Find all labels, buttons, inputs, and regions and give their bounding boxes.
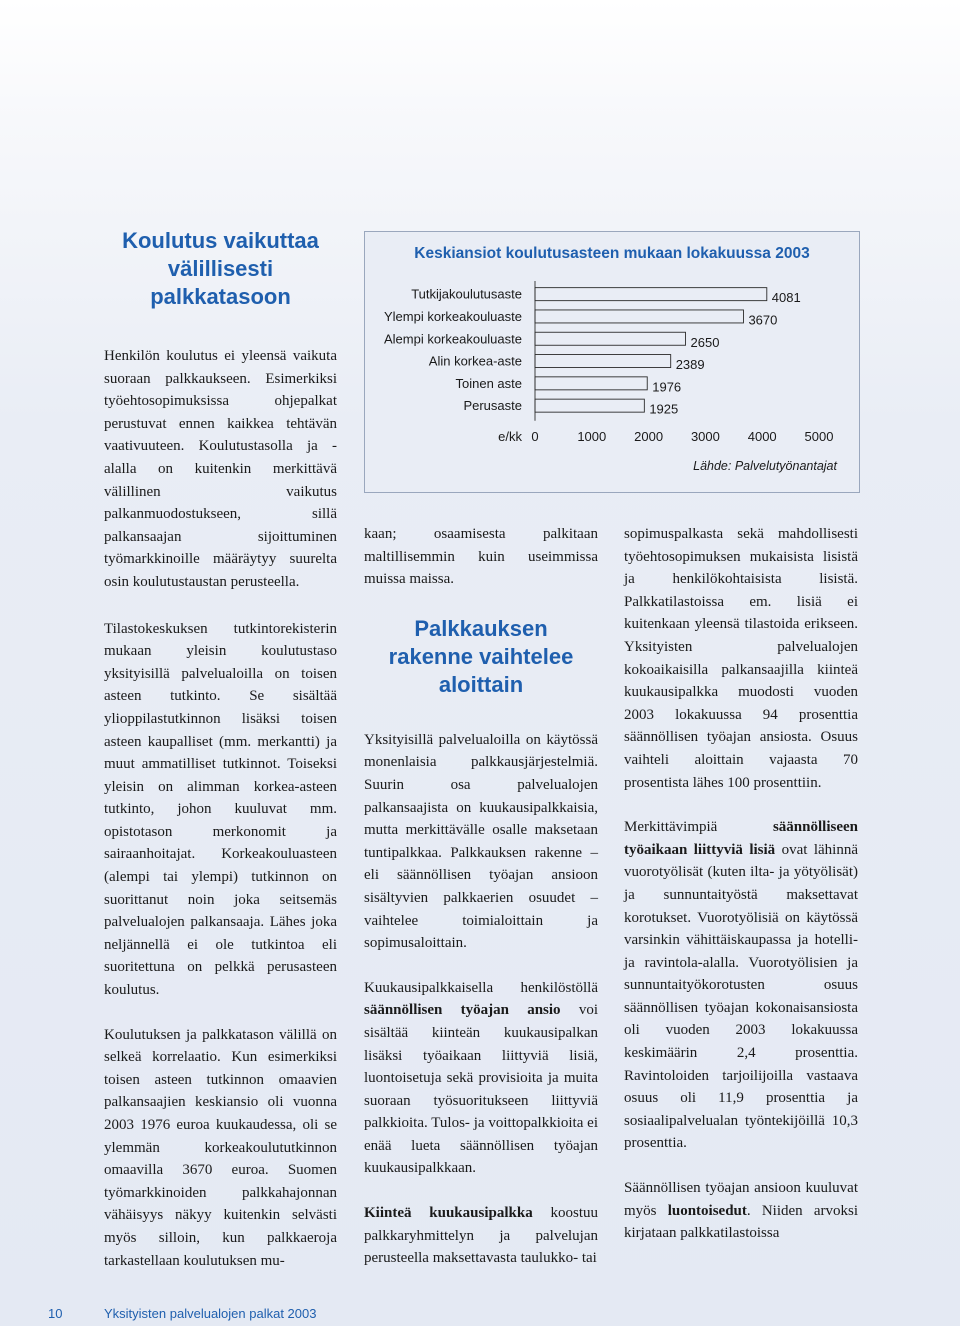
text-run: Merkittävimpiä <box>624 819 773 836</box>
body-paragraph <box>624 1177 858 1245</box>
text-run: Kuukausipalkkaisella henkilöstöllä <box>364 979 598 996</box>
x-tick-label: 3000 <box>690 429 720 444</box>
bold-term: luontoisedut <box>667 1202 747 1219</box>
x-tick-label: 2000 <box>634 429 664 444</box>
x-tick-label: 4000 <box>747 429 777 444</box>
data-label: 4081 <box>771 290 801 306</box>
category-label: Perusaste <box>463 398 522 414</box>
category-label: Ylempi korkeakouluaste <box>383 308 522 324</box>
text-run: voi sisältää kiinteän kuukausipalkan lisäksi työaikaan liittyviä lisiä, luontoisetuja sekä provisioita ja muita suoraan työsuoritukseen liittyviä palkkioita. Tulos- ja voittopalkkioita ei enää lueta säännöllisen työajan kuukausipalkkaan. <box>364 1002 598 1177</box>
data-label: 2650 <box>690 334 720 350</box>
bar <box>535 310 743 323</box>
right-column <box>624 523 858 1245</box>
body-paragraph: Tilastokeskuksen tutkintorekisterin mukaan yleisin koulutustaso yksityisillä palvelualoilla on toisen asteen tutkinto. Se sisältää ylioppilastutkinnon lisäksi toisen asteen kaupalliset (mm. merkantti) ja muut ammatilliset tutkinnot. Toiseksi yleisin on alimman korkea-asteen tutkinto, johon kuuluvat mm. opistotason merkonomit ja sairaanhoitajat. Korkeakouluasteen (alempi tai ylempi) tutkinnon on suorittanut noin joka seitsemäs palvelualojen palkansaaja. Lähes joka neljännellä ei ole tutkintoa eli suoritettuna on pelkkä perusasteen koulutus. <box>104 620 337 999</box>
chart-title: Keskiansiot koulutusasteen mukaan lokakuussa 2003 <box>414 245 810 262</box>
chart-source: Lähde: Palvelutyönantajat <box>693 459 837 473</box>
category-label: Tutkijakoulutusaste <box>411 286 522 302</box>
publication-title: Yksityisten palvelualojen palkat 2003 <box>104 1306 317 1321</box>
chart-panel <box>364 231 860 493</box>
text-run: Säännöllisen työajan ansioon kuuluvat myös <box>624 1180 858 1219</box>
body-paragraph <box>624 816 858 1155</box>
body-paragraph <box>364 1202 598 1270</box>
body-paragraph: sopimuspalkasta sekä mahdollisesti työehtosopimuksen mukaisista lisistä ja henkilökohtaisista lisistä. Palkkatilastoissa em. lisiä ei kuitenkaan yleensä tilastoida erikseen. Yksityisten palvelualojen kokoaikaisilla palkansaajilla kiinteä kuukausipalkka muodosti vuoden 2003 lokakuussa 94 prosenttia säännöllisen työajan ansiosta. Osuus vaihteli aloittain vajaasta 70 prosentista lähes 100 prosenttiin. <box>624 526 858 791</box>
body-paragraph: Henkilön koulutus ei yleensä vaikuta suoraan palkkaukseen. Esimerkiksi työehtosopimuksissa ohjepalkat perustuvat ennen kaikkea tehtävän vaativuuteen. Koulutustasolla ja -alalla on kuitenkin merkittävä välillinen vaikutus palkanmuodostukseen, sillä palkansaajan sijoittuminen työmarkkinoille määräytyy suurelta osin koulutustaustan perusteella. <box>104 348 337 590</box>
text-run: koostuu palkkaryhmittelyn ja palvelujan perusteella maksettavasta taulukko- tai <box>364 1205 598 1267</box>
middle-column <box>364 523 598 1270</box>
bar-chart <box>365 232 859 492</box>
x-axis-label: e/kk <box>498 429 522 444</box>
body-paragraph: kaan; osaamisesta palkitaan maltillisemmin kuin useimmissa muissa maissa. <box>364 526 598 588</box>
category-label: Alin korkea-aste <box>428 353 522 369</box>
x-tick-label: 5000 <box>804 429 834 444</box>
bar <box>535 377 647 390</box>
section-heading-palkkaus: Palkkauksen rakenne vaihtelee aloittain <box>388 615 574 697</box>
data-label: 3670 <box>748 312 778 328</box>
bar <box>535 355 671 368</box>
x-tick-label: 0 <box>531 429 539 444</box>
data-label: 2389 <box>675 357 705 373</box>
data-label: 1925 <box>649 401 679 417</box>
bold-term: Kiinteä kuukausipalkka <box>364 1205 533 1222</box>
category-label: Alempi korkeakouluaste <box>383 331 522 347</box>
bold-term: säännöllisen työajan ansio <box>364 1002 561 1019</box>
text-run: ovat lähinnä vuorotyölisät (kuten ilta- ja yötyölisät) ja sunnuntaityöstä maksettavat korotukset. Vuorotyölisiä on käytössä varsinkin vähittäiskaupassa ja hotelli- ja ravintola-alalla. Vuorotyölisien ja sunnuntaityökorotusten osuus säännöllisen työajan kokonaisansiosta oli vuoden 2003 lokakuussa keskimäärin 2,4 prosenttia. Ravintoloiden tarjoilijoilla vastaava osuus oli 11,9 prosenttia ja sosiaalipalvelualan työntekijöillä 10,3 prosenttia. <box>624 841 858 1152</box>
bold-term: säännölliseen työaikaan liittyviä lisiä <box>624 819 858 858</box>
text-run: . Niiden arvoksi kirjataan palkkatilastoissa <box>624 1202 858 1242</box>
bar <box>535 399 644 412</box>
body-paragraph: Yksityisillä palvelualoilla on käytössä monenlaisia palkkausjärjestelmiä. Suurin osa palvelualojen palkansaajista on kuukausipalkkaisia, mutta merkittävälle osalle maksetaan tuntipalkkaa. Palkkauksen rakenne – eli säännöllisen työajan ansioon sisältyvien palkkaerien osuudet – vaihtelee toimialoittain ja sopimusaloittain. <box>364 731 598 952</box>
data-label: 1976 <box>652 379 682 395</box>
body-paragraph <box>364 977 598 1180</box>
left-column <box>104 227 337 1272</box>
bar <box>535 332 686 345</box>
body-paragraph: Koulutuksen ja palkkatason välillä on selkeä korrelaatio. Kun esimerkiksi toisen asteen tutkinnon omaavien palkansaajien keskiansio oli vuonna 2003 1976 euroa kuukaudessa, oli se ylemmän korkeakoulututkinnon omaavilla 3670 euroa. Suomen työmarkkinoiden palkkahajonnan vähäisyys näkyy kuitenkin selvästi myös silloin, kun palkkaeroja tarkastellaan koulutuksen mu- <box>104 1026 337 1269</box>
page-number: 10 <box>48 1306 63 1321</box>
category-label: Toinen aste <box>455 375 522 391</box>
x-tick-label: 1000 <box>577 429 607 444</box>
bar <box>535 288 767 301</box>
section-heading-koulutus: Koulutus vaikuttaa välillisesti palkkatasoon <box>122 228 319 309</box>
